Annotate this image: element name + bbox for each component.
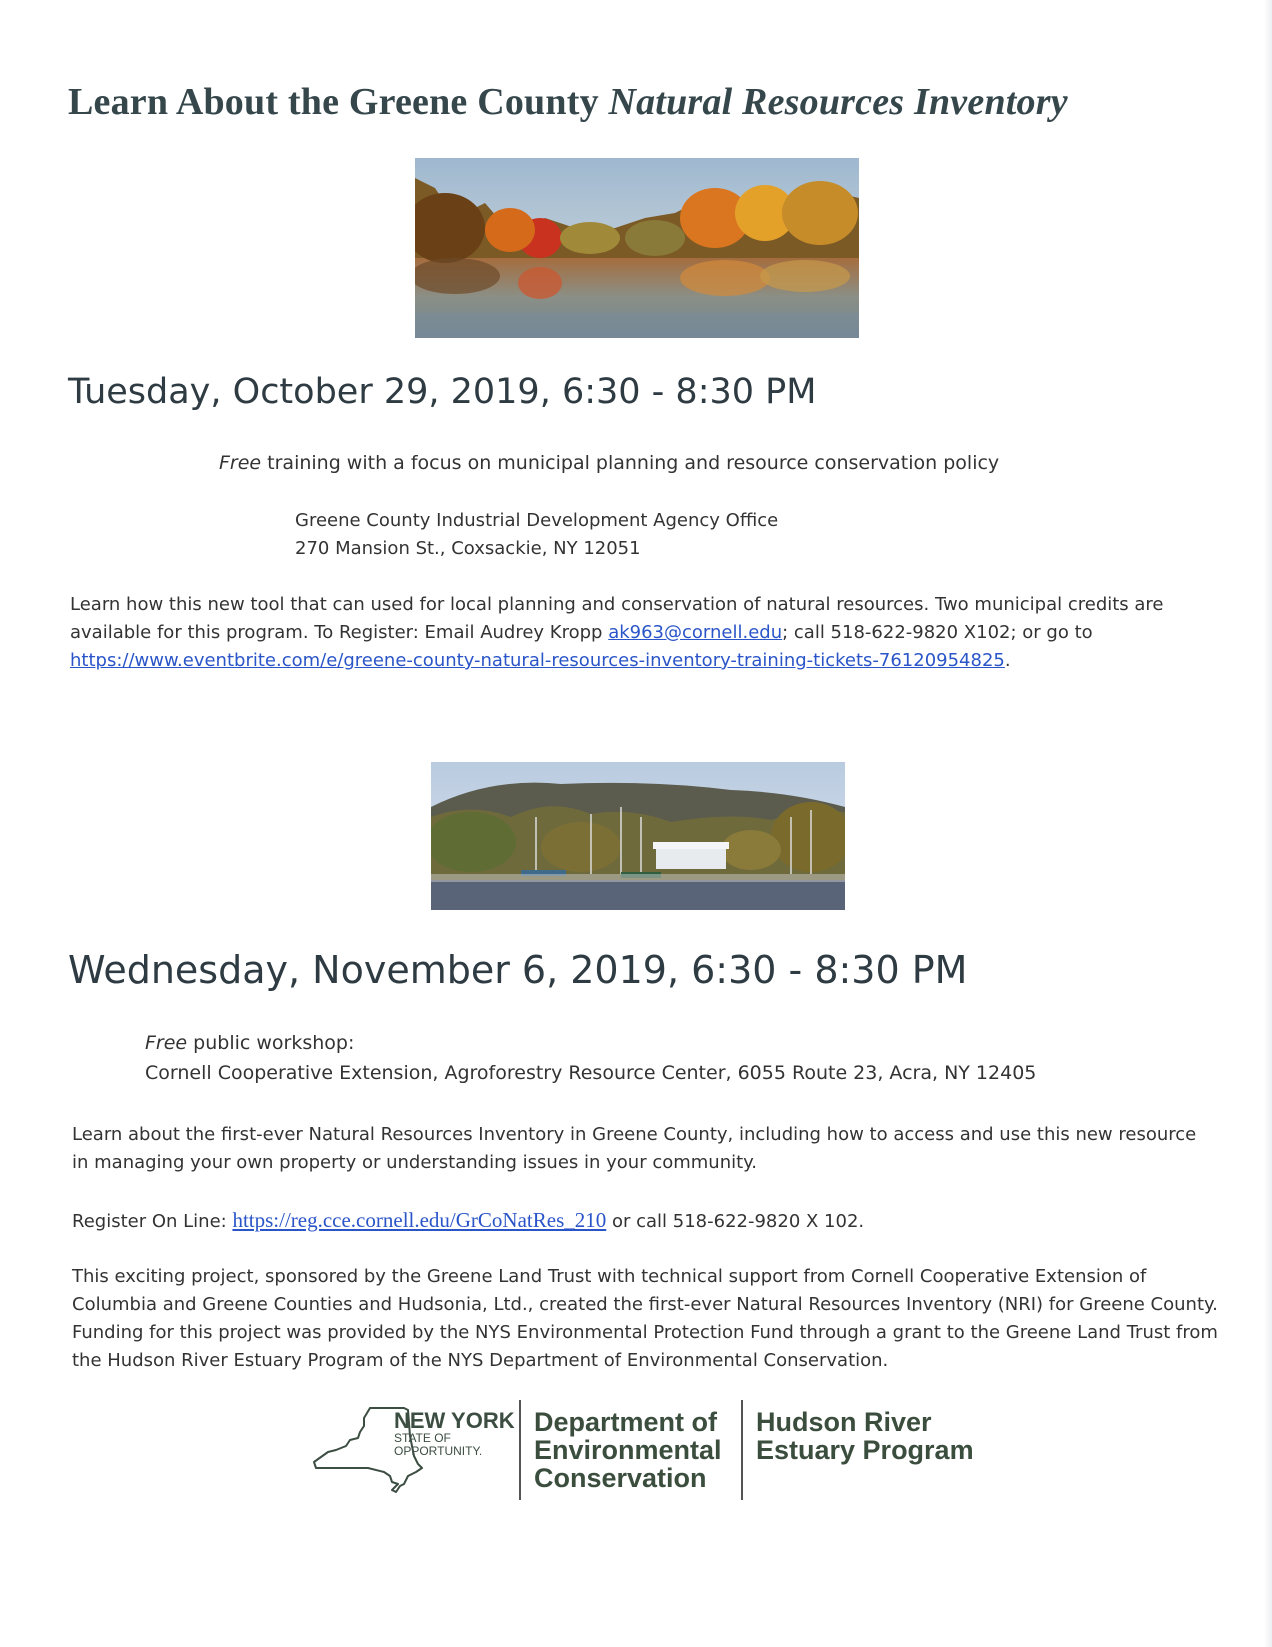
event1-venue-address: 270 Mansion St., Coxsackie, NY 12051 (295, 538, 641, 559)
hrep-line1: Hudson River (756, 1407, 932, 1437)
event1-subtitle-text: training with a focus on municipal planning and resource conservation policy (261, 452, 1000, 474)
event2-details (145, 1028, 1036, 1088)
page-edge-shadow (1264, 0, 1272, 1647)
event1-desc-part2: ; call 518-622-9820 X102; or go to (782, 622, 1093, 643)
event2-register-call: or call 518-622-9820 X 102. (606, 1211, 865, 1232)
logo-divider-2 (741, 1400, 743, 1500)
hrep-line2: Estuary Program (756, 1435, 974, 1465)
event1-venue-name: Greene County Industrial Development Agency Office (295, 510, 779, 531)
event1-free-word: Free (219, 452, 262, 474)
event2-register (72, 1206, 864, 1236)
dec-logo-text (534, 1408, 722, 1492)
event2-register-label: Register On Line: (72, 1211, 233, 1232)
ny-line2: STATE OF (394, 1431, 451, 1445)
footer-paragraph: This exciting project, sponsored by the Greene Land Trust with technical support from Cornell Cooperative Extension of Columbia and Greene Counties and Hudsonia, Ltd., created the first-ever Natural Resources Inventory (NRI) for Greene County. Funding for this project was provided by the NYS Environmental Protection Fund through a grant to the Greene Land Trust from the Hudson River Estuary Program of the NYS Department of Environmental Conservation. (72, 1266, 1218, 1371)
event1-venue (295, 507, 778, 563)
event2-subtitle-text: public workshop: (187, 1032, 355, 1054)
event1-date: Tuesday, October 29, 2019, 6:30 - 8:30 PM (68, 372, 817, 412)
event1-email-link[interactable]: ak963@cornell.edu (608, 622, 783, 643)
marina-river-photo (431, 762, 845, 910)
event2-subtitle (145, 1028, 1036, 1058)
event2-register-link[interactable]: https://reg.cce.cornell.edu/GrCoNatRes_210 (232, 1208, 607, 1232)
page-title (68, 80, 1068, 124)
title-italic: Natural Resources Inventory (608, 81, 1068, 123)
event2-free-word: Free (145, 1032, 188, 1054)
event1-description (70, 591, 1205, 675)
event2-venue: Cornell Cooperative Extension, Agroforestry Resource Center, 6055 Route 23, Acra, NY 12405 (145, 1062, 1037, 1084)
event2-description: Learn about the first-ever Natural Resources Inventory in Greene County, including how to access and use this new resource in managing your own property or understanding issues in your community. (72, 1124, 1197, 1173)
ny-line1: NEW YORK (394, 1408, 515, 1433)
event1-desc-part1: Learn how this new tool that can used for local planning and conservation of natural resources. Two municipal credits are available for this program. To Register: Email Audrey Kropp (70, 594, 1164, 643)
hrep-logo-text (756, 1408, 974, 1464)
event2-date: Wednesday, November 6, 2019, 6:30 - 8:30 PM (68, 948, 968, 992)
event1-eventbrite-link[interactable]: https://www.eventbrite.com/e/greene-county-natural-resources-inventory-training-tickets-76120954825 (70, 650, 1005, 671)
event1-subtitle (219, 449, 999, 477)
dec-line1: Department of (534, 1407, 718, 1437)
title-plain: Learn About the Greene County (68, 81, 609, 123)
dec-line3: Conservation (534, 1463, 707, 1493)
logo-divider-1 (519, 1400, 521, 1500)
ny-state-logo-text (394, 1410, 515, 1458)
autumn-lake-photo (415, 158, 859, 338)
dec-line2: Environmental (534, 1435, 722, 1465)
event1-desc-end: . (1004, 650, 1011, 671)
ny-line3: OPPORTUNITY. (394, 1444, 483, 1458)
